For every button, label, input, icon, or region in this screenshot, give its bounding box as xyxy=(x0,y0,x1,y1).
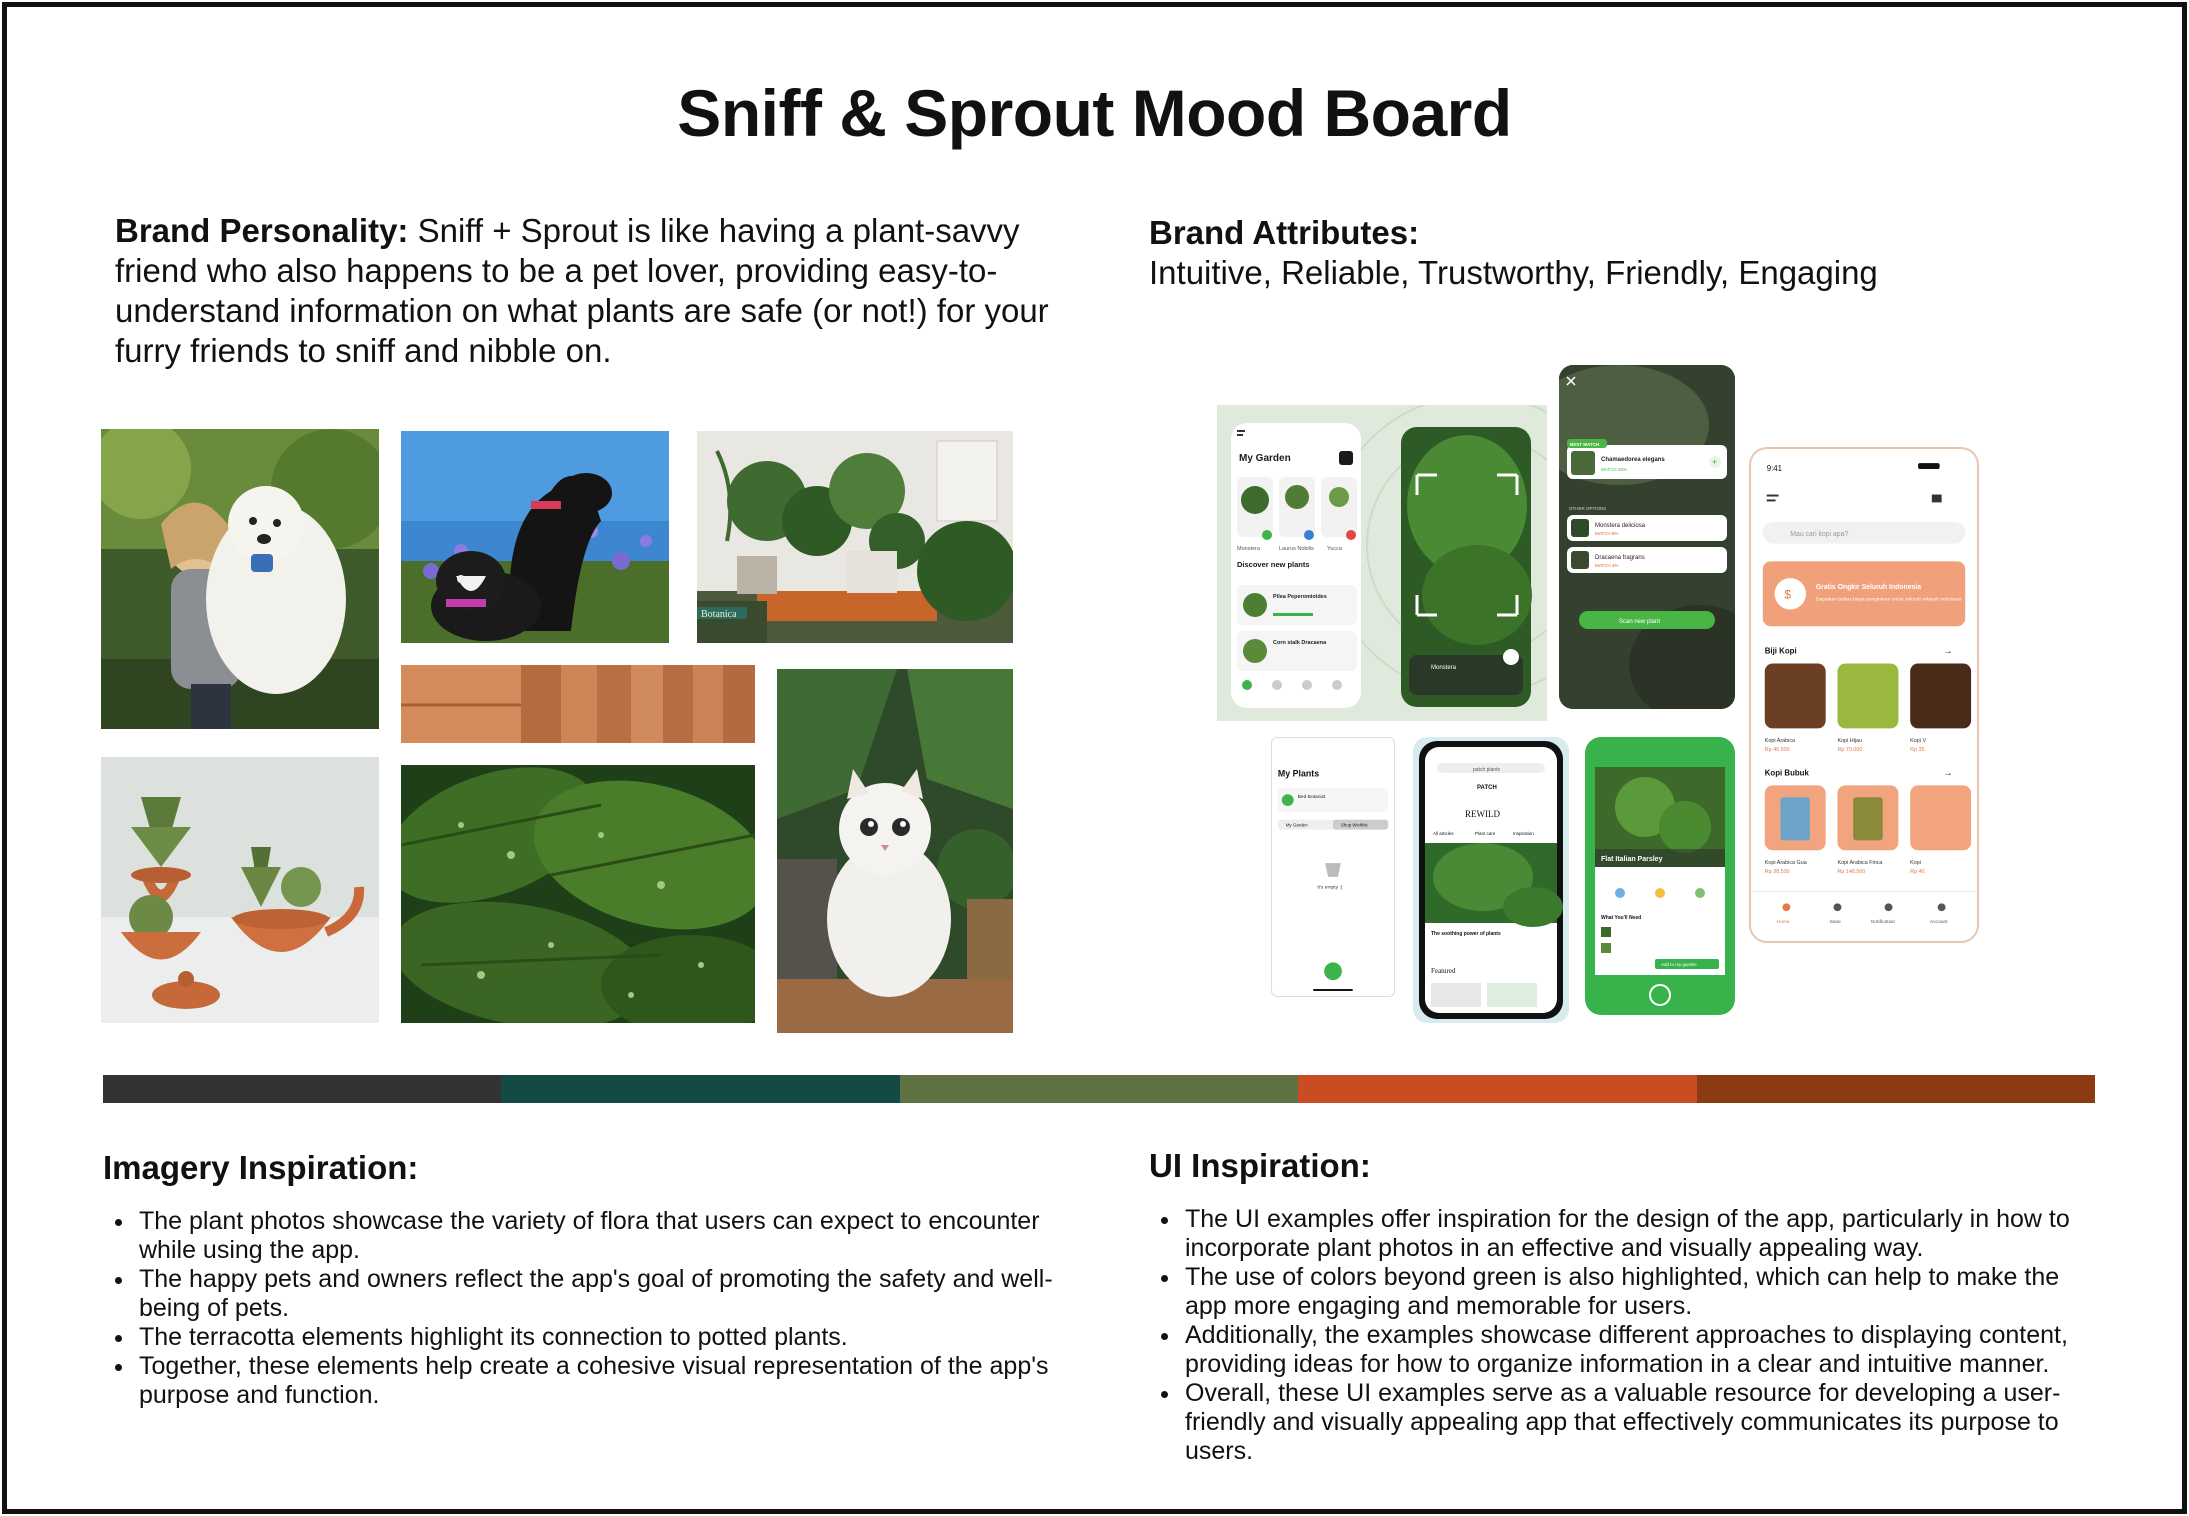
scan-option-1-pct: MATCH 8% xyxy=(1595,531,1619,536)
coffee-nav-home: Home xyxy=(1776,919,1790,925)
coffee-item-1: Kopi Arabica xyxy=(1764,738,1796,745)
patch-tab-3: Inspiration xyxy=(1513,831,1534,836)
coffee-time: 9:41 xyxy=(1766,463,1783,473)
brand-personality-label: Brand Personality: xyxy=(115,212,409,249)
coffee-section-1: Biji Kopi xyxy=(1764,646,1797,656)
coffee-promo-title: Gratis Ongkir Seluruh Indonesia xyxy=(1815,583,1922,591)
color-palette xyxy=(103,1075,2095,1103)
myplants-row: Bed Botanist xyxy=(1297,795,1326,801)
photo-plant-shelf xyxy=(697,431,1013,643)
ui-bullet-3: Additionally, the examples showcase different approaches to displaying content, providing ideas for how to organize information in a clear and intuitive manner. xyxy=(1149,1321,2099,1379)
scan-option-2: Dracaena fragrans xyxy=(1595,555,1645,561)
scan-button: Scan new plant xyxy=(1619,619,1661,625)
scan-badge: BEST MATCH xyxy=(1570,442,1600,447)
patch-tab-1: All articles xyxy=(1433,831,1454,836)
brand-personality-text: Sniff + Sprout is like having a plant-savvy friend who also happens to be a pet lover, providing easy-to-understand information on what plants are safe (or not!) for your furry friends to sniff and nibble on. xyxy=(115,212,1049,369)
garden-plant-2: Laurus Nobilis xyxy=(1279,546,1314,552)
svg-text:→: → xyxy=(1943,767,1953,778)
patch-heading: REWILD xyxy=(1465,809,1500,819)
svg-text:$: $ xyxy=(1784,588,1791,602)
scan-match-pct: MATCH 25% xyxy=(1601,467,1627,472)
swatch-terracotta xyxy=(1298,1075,1696,1103)
mockup-my-garden xyxy=(1217,405,1547,721)
ui-list xyxy=(1149,1205,2099,1466)
page-title: Sniff & Sprout Mood Board xyxy=(677,76,1512,150)
swatch-deep-teal xyxy=(501,1075,899,1103)
photo-hosta-leaves xyxy=(401,765,755,1023)
patch-caption: The soothing power of plants xyxy=(1431,931,1501,937)
photo-woman-with-dog xyxy=(101,429,379,729)
coffee-price-6: Rp 40. xyxy=(1910,868,1927,875)
ui-heading: UI Inspiration: xyxy=(1149,1147,1371,1184)
photo-dogs-flowers xyxy=(401,431,669,643)
coffee-item-6: Kopi xyxy=(1910,860,1921,867)
parsley-button: Add to my garden xyxy=(1661,962,1697,967)
garden-list-2: Corn stalk Dracaena xyxy=(1273,640,1327,646)
coffee-search: Mau cari kopi apa? xyxy=(1790,530,1849,538)
patch-brand: PATCH xyxy=(1477,785,1497,791)
coffee-price-3: Rp 35. xyxy=(1910,747,1927,754)
ui-bullet-4: Overall, these UI examples serve as a valuable resource for developing a user-friendly and visually appealing app that effectively communicates its purpose to users. xyxy=(1149,1379,2099,1466)
mockup-coffee-app xyxy=(1749,447,1979,943)
ui-bullet-2: The use of colors beyond green is also highlighted, which can help to make the app more engaging and memorable for users. xyxy=(1149,1263,2099,1321)
myplants-tab-1: My Garden xyxy=(1285,822,1308,828)
scan-match: Chamaedorea elegans xyxy=(1601,457,1665,463)
coffee-price-2: Rp 70.000 xyxy=(1837,747,1863,754)
imagery-heading: Imagery Inspiration: xyxy=(103,1149,419,1186)
coffee-section-2: Kopi Bubuk xyxy=(1764,768,1809,778)
coffee-price-1: Rp 46.500 xyxy=(1764,747,1790,754)
garden-plant-3: Yucca xyxy=(1327,546,1342,552)
myplants-tab-2: Shop Wishlist xyxy=(1340,822,1368,828)
garden-plant-1: Monstera xyxy=(1237,546,1260,552)
coffee-nav-notification: Notification xyxy=(1870,919,1896,925)
coffee-nav-save: Save xyxy=(1829,919,1841,925)
parsley-title: Flat Italian Parsley xyxy=(1601,856,1663,863)
svg-text:→: → xyxy=(1943,645,1953,656)
mockup-patch-rewild xyxy=(1413,737,1569,1023)
swatch-olive xyxy=(900,1075,1298,1103)
brand-personality xyxy=(115,211,1055,371)
garden-list-1: Pilea Peperomioides xyxy=(1273,594,1327,600)
myplants-empty: It's empty :( xyxy=(1317,885,1343,891)
imagery-bullet-2: The happy pets and owners reflect the app's goal of promoting the safety and well-being of pets. xyxy=(103,1265,1063,1323)
patch-tab-2: Plant care xyxy=(1475,831,1496,836)
svg-text:+: + xyxy=(1712,457,1718,467)
garden-card: Monstera xyxy=(1431,665,1457,671)
scan-option-1: Monstera deliciosa xyxy=(1595,523,1646,529)
imagery-bullet-4: Together, these elements help create a cohesive visual representation of the app's purpose and function. xyxy=(103,1352,1063,1410)
patch-url: patch plants xyxy=(1473,767,1500,773)
mockup-scan-plant xyxy=(1559,365,1735,709)
coffee-price-4: Rp 38.500 xyxy=(1764,868,1790,875)
patch-featured: Featured xyxy=(1431,967,1456,975)
garden-title: My Garden xyxy=(1239,453,1291,464)
myplants-title: My Plants xyxy=(1277,768,1320,779)
ui-bullet-1: The UI examples offer inspiration for the design of the app, particularly in how to incorporate plant photos in an effective and visually appealing way. xyxy=(1149,1205,2099,1263)
scan-other: OTHER OPTIONS xyxy=(1569,506,1607,511)
coffee-item-4: Kopi Arabica Gua xyxy=(1764,860,1807,867)
photo-terracotta-bricks xyxy=(401,665,755,743)
brand-attributes xyxy=(1149,213,2049,293)
garden-section: Discover new plants xyxy=(1237,560,1310,569)
shelf-sign: Botanica xyxy=(701,609,737,620)
coffee-nav-account: Account xyxy=(1929,919,1948,925)
coffee-item-3: Kopi V xyxy=(1910,738,1927,745)
imagery-list xyxy=(103,1207,1063,1410)
imagery-bullet-1: The plant photos showcase the variety of flora that users can expect to encounter while using the app. xyxy=(103,1207,1063,1265)
parsley-need: What You'll Need xyxy=(1601,915,1642,921)
swatch-charcoal xyxy=(103,1075,501,1103)
coffee-promo-sub: Dapatkan bebas biaya pengiriman untuk seluruh wilayah Indonesia xyxy=(1815,597,1962,603)
scan-option-2-pct: MATCH 4% xyxy=(1595,563,1619,568)
coffee-item-5: Kopi Arabica Finca xyxy=(1837,860,1883,867)
brand-attributes-label: Brand Attributes: xyxy=(1149,214,1420,251)
photo-white-cat xyxy=(777,669,1013,1033)
coffee-price-5: Rp 148.500 xyxy=(1837,868,1866,875)
mockup-my-plants xyxy=(1271,737,1395,997)
photo-terracotta-succulents xyxy=(101,757,379,1023)
imagery-bullet-3: The terracotta elements highlight its connection to potted plants. xyxy=(103,1323,1063,1352)
swatch-rust xyxy=(1697,1075,2095,1103)
mockup-parsley xyxy=(1585,737,1735,1015)
mood-board xyxy=(2,2,2187,1514)
coffee-item-2: Kopi Hijau xyxy=(1837,738,1863,745)
brand-attributes-text: Intuitive, Reliable, Trustworthy, Friendly, Engaging xyxy=(1149,254,1878,291)
